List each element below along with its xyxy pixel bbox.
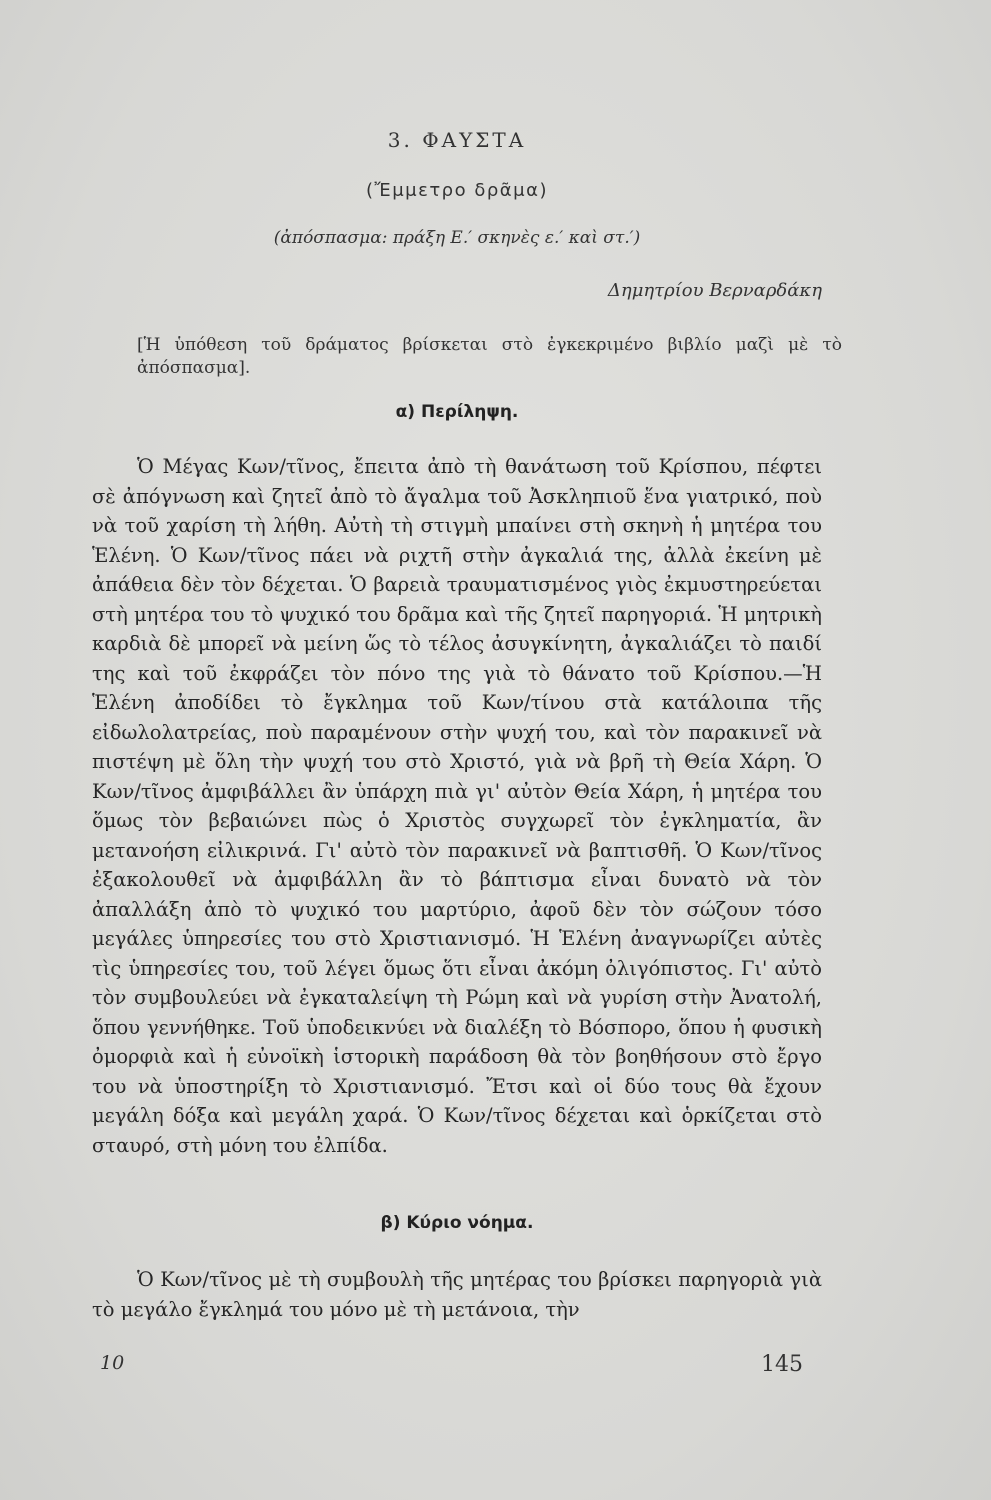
chapter-genre: (Ἔμμετρο δρᾶμα): [366, 180, 548, 201]
section-heading-summary: α) Περίληψη.: [395, 402, 519, 422]
page-number: 145: [761, 1352, 803, 1377]
main-idea-paragraph: Ὁ Κων/τῖνος μὲ τὴ συμβουλὴ τῆς μητέρας του βρίσκει παρηγοριὰ γιὰ τὸ μεγάλο ἔγκλημά του μόνο μὲ τὴ μετάνοια, τὴν: [92, 1268, 822, 1321]
signature-mark: 10: [100, 1352, 125, 1374]
section-heading-main-idea: β) Κύριο νόημα.: [380, 1213, 534, 1233]
summary-paragraph: Ὁ Μέγας Κων/τῖνος, ἔπειτα ἀπὸ τὴ θανάτωση τοῦ Κρίσπου, πέφτει σὲ ἀπόγνωση καὶ ζητεῖ ἀπὸ τὸ ἄγαλμα τοῦ Ἀσκληπιοῦ ἕνα γιατρικό, ποὺ νὰ τοῦ χαρίση τὴ λήθη. Αὐτὴ τὴ στιγμὴ μπαίνει στὴ σκηνὴ ἡ μητέρα του Ἑλένη. Ὁ Κων/τῖνος πάει νὰ ριχτῆ στὴν ἀγκαλιά της, ἀλλὰ ἐκείνη μὲ ἀπάθεια δὲν τὸν δέχεται. Ὁ βαρειὰ τραυματισμένος γιὸς ἐκμυστηρεύεται στὴ μητέρα του τὸ ψυχικό του δρᾶμα καὶ τῆς ζητεῖ παρηγοριά. Ἡ μητρικὴ καρδιὰ δὲ μπορεῖ νὰ μείνη ὥς τὸ τέλος ἀσυγκίνητη, ἀγκαλιάζει τὸ παιδί της καὶ τοῦ ἐκφράζει τὸν πόνο της γιὰ τὸ θάνατο τοῦ Κρίσπου.—Ἡ Ἑλένη ἀποδίδει τὸ ἔγκλημα τοῦ Κων/τίνου στὰ κατάλοιπα τῆς εἰδωλολατρείας, ποὺ παραμένουν στὴν ψυχή του, καὶ τὸν παρακινεῖ νὰ πιστέψη μὲ ὅλη τὴν ψυχή του στὸ Χριστό, γιὰ νὰ βρῆ τὴ Θεία Χάρη. Ὁ Κων/τῖνος ἀμφιβάλλει ἂν ὑπάρχη πιὰ γι' αὐτὸν Θεία Χάρη, ἡ μητέρα του ὅμως τὸν βεβαιώνει πὼς ὁ Χριστὸς συγχωρεῖ τὸν ἐγκληματία, ἂν μετανοήση εἰλικρινά. Γι' αὐτὸ τὸν παρακινεῖ νὰ βαπτισθῆ. Ὁ Κων/τῖνος ἐξακολουθεῖ νὰ ἀμφιβάλλη ἂν τὸ βάπτισμα εἶναι δυνατὸ νὰ τὸν ἀπαλλάξη ἀπὸ τὸ ψυχικό του μαρτύριο, ἀφοῦ δὲν τὸν σώζουν τόσο μεγάλες ὑπηρεσίες του στὸ Χριστιανισμό. Ἡ Ἑλένη ἀναγνωρίζει αὐτὲς τὶς ὑπηρεσίες του, τοῦ λέγει ὅμως ὅτι εἶναι ἀκόμη ὀλιγόπιστος. Γι' αὐτὸ τὸν συμβουλεύει νὰ ἐγκαταλείψη τὴ Ρώμη καὶ νὰ γυρίση στὴν Ἀνατολή, ὅπου γεννήθηκε. Τοῦ ὑποδεικνύει νὰ διαλέξη τὸ Βόσπορο, ὅπου ἡ φυσικὴ ὀμορφιὰ καὶ ἡ εὐνοϊκὴ ἱστορικὴ παράδοση θὰ τὸν βοηθήσουν στὸ ἔργο του νὰ ὑποστηρίξη τὸ Χριστιανισμό. Ἔτσι καὶ οἱ δύο τους θὰ ἔχουν μεγάλη δόξα καὶ μεγάλη χαρά. Ὁ Κων/τῖνος δέχεται καὶ ὁρκίζεται στὸ σταυρό, στὴ μόνη του ἐλπίδα.: [92, 455, 822, 1157]
excerpt-reference: (ἀπόσπασμα: πράξη Ε.′ σκηνὲς ε.′ καὶ στ.′): [273, 228, 641, 248]
chapter-title: 3. ΦΑΥΣΤΑ: [387, 128, 527, 152]
editor-note: [Ἡ ὑπόθεση τοῦ δράματος βρίσκεται στὸ ἐγκεκριμένο βιβλίο μαζὶ μὲ τὸ ἀπόσπασμα].: [137, 335, 842, 378]
author-name: Δημητρίου Βερναρδάκη: [607, 280, 822, 301]
